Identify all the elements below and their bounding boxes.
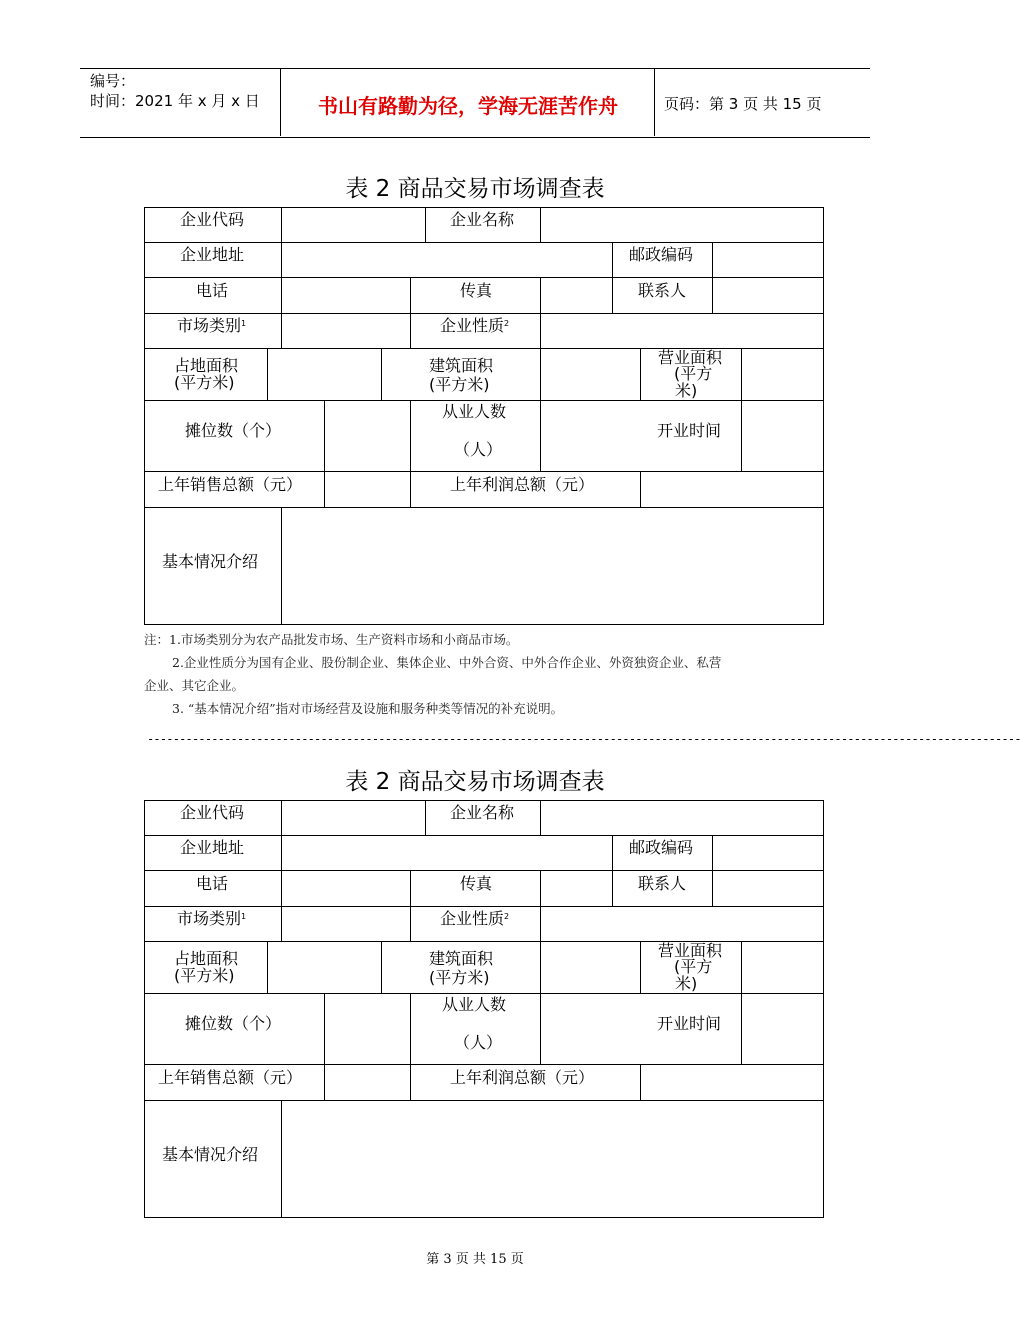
label-last-year-sales: 上年销售总额（元） — [158, 475, 303, 494]
label-land-area: 占地面积 — [174, 356, 239, 375]
cut-line-separator: ---------------------------------------------------------------------------------------------------------------------------------------- — [147, 732, 1021, 746]
label-enterprise-address: 企业地址 — [180, 838, 245, 857]
label-basic-info: 基本情况介绍 — [162, 1145, 259, 1164]
label-business-area-unit-2: 米) — [675, 381, 698, 400]
form-notes — [144, 628, 824, 720]
label-postal-code: 邮政编码 — [629, 838, 694, 857]
label-enterprise-name: 企业名称 — [450, 803, 515, 822]
label-employees-unit: （人） — [454, 440, 503, 459]
label-business-area-unit-2: 米) — [675, 974, 698, 993]
label-market-type: 市场类别$^1$ — [177, 316, 247, 335]
note-1: 注：1.市场类别分为农产品批发市场、生产资料市场和小商品市场。 — [144, 632, 519, 647]
label-employees: 从业人数 — [442, 995, 507, 1014]
label-business-area-unit: (平方 — [674, 957, 713, 976]
label-employees: 从业人数 — [442, 402, 507, 421]
label-building-area: 建筑面积 — [429, 356, 494, 375]
label-last-year-profit: 上年利润总额（元） — [450, 475, 595, 494]
label-enterprise-code: 企业代码 — [180, 210, 245, 229]
header-time: 时间：2021 年 x 月 x 日 — [90, 92, 260, 110]
label-building-area-unit: (平方米) — [429, 375, 490, 394]
label-postal-code: 邮政编码 — [629, 245, 694, 264]
label-basic-info: 基本情况介绍 — [162, 552, 259, 571]
survey-form-1 — [144, 207, 824, 625]
label-contact: 联系人 — [638, 874, 687, 893]
page-footer: 第 3 页 共 15 页 — [426, 1252, 524, 1267]
label-opening-time: 开业时间 — [657, 421, 722, 440]
label-last-year-sales: 上年销售总额（元） — [158, 1068, 303, 1087]
label-land-area-unit: (平方米) — [174, 966, 235, 985]
label-employees-unit: （人） — [454, 1033, 503, 1052]
label-contact: 联系人 — [638, 281, 687, 300]
label-building-area-unit: (平方米) — [429, 968, 490, 987]
label-stalls: 摊位数（个） — [185, 1014, 282, 1033]
header-divider — [654, 68, 655, 136]
note-2-cont: 企业、其它企业。 — [144, 678, 245, 693]
label-opening-time: 开业时间 — [657, 1014, 722, 1033]
label-land-area: 占地面积 — [174, 949, 239, 968]
label-phone: 电话 — [196, 874, 229, 893]
label-enterprise-nature: 企业性质$^2$ — [440, 909, 510, 928]
label-enterprise-address: 企业地址 — [180, 245, 245, 264]
header-page-number: 页码：第 3 页 共 15 页 — [664, 95, 822, 113]
label-business-area: 营业面积 — [658, 348, 723, 367]
label-enterprise-nature: 企业性质$^2$ — [440, 316, 510, 335]
label-fax: 传真 — [460, 281, 493, 300]
note-3: 3. “基本情况介绍”指对市场经营及设施和服务种类等情况的补充说明。 — [172, 701, 564, 716]
label-fax: 传真 — [460, 874, 493, 893]
header-number: 编号： — [90, 72, 136, 90]
label-business-area-unit: (平方 — [674, 364, 713, 383]
label-business-area: 营业面积 — [658, 941, 723, 960]
header-motto: 书山有路勤为径，学海无涯苦作舟 — [318, 94, 618, 118]
form-title: 表 2 商品交易市场调查表 — [345, 769, 605, 795]
label-building-area: 建筑面积 — [429, 949, 494, 968]
header-divider — [280, 68, 281, 136]
label-enterprise-name: 企业名称 — [450, 210, 515, 229]
label-enterprise-code: 企业代码 — [180, 803, 245, 822]
form-title: 表 2 商品交易市场调查表 — [345, 176, 605, 202]
survey-form-2 — [144, 800, 824, 1218]
label-land-area-unit: (平方米) — [174, 373, 235, 392]
label-market-type: 市场类别$^1$ — [177, 909, 247, 928]
label-stalls: 摊位数（个） — [185, 421, 282, 440]
label-phone: 电话 — [196, 281, 229, 300]
label-last-year-profit: 上年利润总额（元） — [450, 1068, 595, 1087]
note-2: 2.企业性质分为国有企业、股份制企业、集体企业、中外合资、中外合作企业、外资独资企业、私营 — [172, 655, 722, 670]
